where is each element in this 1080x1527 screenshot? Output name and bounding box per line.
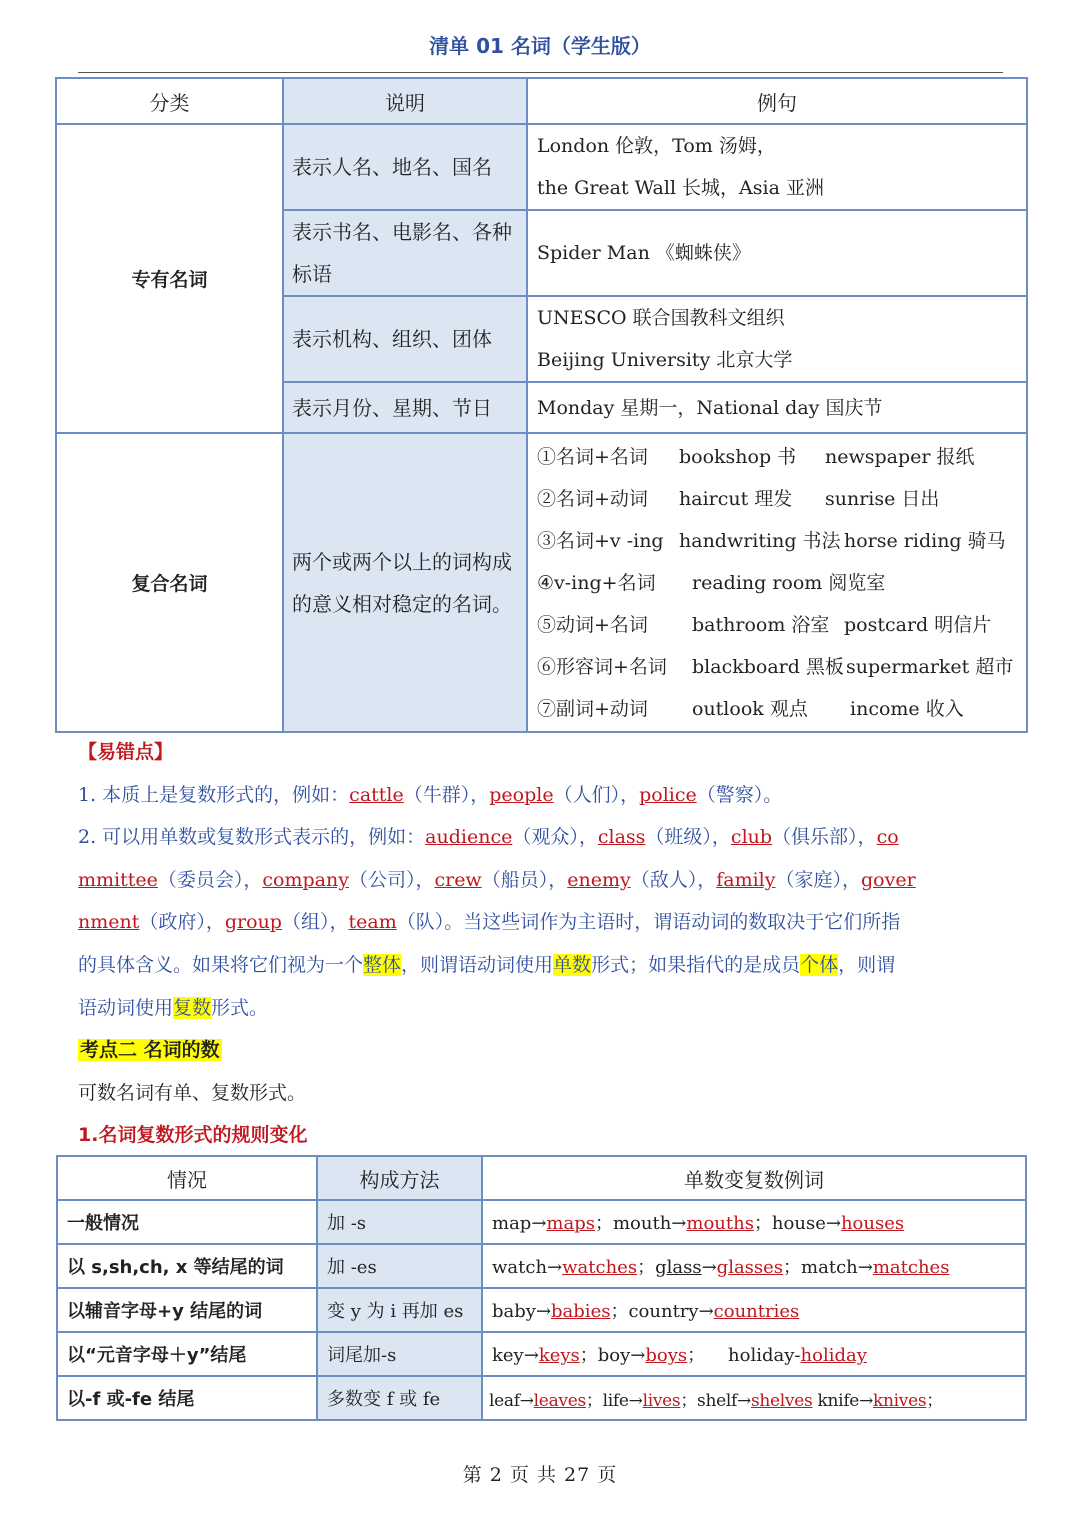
plural-word: houses bbox=[840, 1213, 905, 1234]
example-word: nment bbox=[78, 911, 140, 934]
compound-example: newspaper 报纸 bbox=[825, 445, 975, 468]
example-word: co bbox=[876, 826, 899, 849]
example-word: class bbox=[597, 826, 646, 849]
header-description: 说明 bbox=[283, 78, 527, 124]
example-word: cattle bbox=[349, 783, 404, 806]
method-cell: 词尾加-s bbox=[317, 1332, 482, 1376]
proper-desc-3: 表示机构、组织、团体 bbox=[283, 296, 527, 382]
plural-word: knives bbox=[873, 1390, 927, 1411]
header-category: 分类 bbox=[56, 78, 283, 124]
proper-desc-4: 表示月份、星期、节日 bbox=[283, 382, 527, 433]
gloss: （委员会）， bbox=[157, 868, 263, 891]
proper-example-2 bbox=[527, 210, 1027, 296]
error-point-2-line-2 bbox=[78, 859, 1008, 902]
title-divider bbox=[78, 72, 1003, 73]
situation-cell: 以 s,sh,ch, x 等结尾的词 bbox=[57, 1244, 317, 1288]
highlight-singular: 单数 bbox=[553, 953, 592, 976]
example-word: group bbox=[224, 911, 282, 934]
compound-row bbox=[537, 646, 1017, 688]
gloss: （家庭）， bbox=[775, 868, 861, 891]
example-word: enemy bbox=[567, 868, 631, 891]
section2-subheading: 1.名词复数形式的规则变化 bbox=[78, 1124, 308, 1147]
arrow: → bbox=[701, 1257, 717, 1278]
example-line: Monday 星期一，National day 国庆节 bbox=[537, 396, 883, 419]
examples-cell bbox=[482, 1200, 1026, 1244]
highlight-individual: 个体 bbox=[800, 953, 839, 976]
compound-rule: ②名词+动词 bbox=[537, 487, 648, 510]
example-word: gover bbox=[861, 868, 916, 891]
plural-word: leaves bbox=[533, 1390, 586, 1411]
examples-cell bbox=[482, 1332, 1026, 1376]
situation-cell: 以“元音字母＋y”结尾 bbox=[57, 1332, 317, 1376]
compound-example: haircut 理发 bbox=[679, 487, 793, 510]
method-cell: 加 -s bbox=[317, 1200, 482, 1244]
error-point-2-line-5 bbox=[78, 987, 1008, 1030]
singular-word: ；mouth→ bbox=[594, 1213, 687, 1234]
plural-word: glasses bbox=[716, 1257, 784, 1278]
singular-word: map→ bbox=[492, 1213, 547, 1234]
error-point-1 bbox=[78, 774, 1008, 817]
table-row bbox=[57, 1200, 1026, 1244]
method-cell: 多数变 f 或 fe bbox=[317, 1376, 482, 1420]
compound-row bbox=[537, 604, 1017, 646]
gloss: （俱乐部）， bbox=[772, 826, 877, 849]
compound-example: outlook 观点 bbox=[692, 697, 808, 720]
gloss: （船员）， bbox=[481, 868, 568, 891]
examples-cell bbox=[482, 1244, 1026, 1288]
header-method: 构成方法 bbox=[317, 1156, 482, 1200]
error-point-text: ，则谓语动词使用 bbox=[401, 953, 554, 976]
compound-example: sunrise 日出 bbox=[825, 487, 940, 510]
singular-word: key→ bbox=[492, 1345, 539, 1366]
plural-word: watches bbox=[562, 1257, 638, 1278]
compound-example: handwriting 书法 bbox=[679, 529, 841, 552]
table-row bbox=[57, 1376, 1026, 1420]
singular-word: baby→ bbox=[492, 1301, 552, 1322]
page-footer: 第 2 页 共 27 页 bbox=[462, 1464, 618, 1486]
compound-rule: ⑤动词+名词 bbox=[537, 613, 648, 636]
table-row bbox=[57, 1288, 1026, 1332]
example-line: Spider Man 《蜘蛛侠》 bbox=[537, 242, 751, 264]
singular-word: glass bbox=[655, 1257, 702, 1278]
example-line: London 伦敦，Tom 汤姆， bbox=[537, 135, 776, 157]
example-word: people bbox=[489, 783, 554, 806]
proper-example-1 bbox=[527, 124, 1027, 210]
compound-rule: ⑥形容词+名词 bbox=[537, 655, 667, 678]
error-heading: 【易错点】 bbox=[78, 741, 174, 763]
section2-heading: 考点二 名词的数 bbox=[80, 1039, 220, 1062]
singular-word: ；shelf→ bbox=[680, 1390, 751, 1411]
compound-rule: ③名词+v -ing bbox=[537, 529, 664, 552]
highlight-whole: 整体 bbox=[363, 953, 402, 976]
example-word: police bbox=[639, 783, 697, 806]
section2-heading-line bbox=[78, 1029, 1008, 1072]
header-examples: 单数变复数例词 bbox=[482, 1156, 1026, 1200]
highlight-plural: 复数 bbox=[173, 996, 212, 1019]
gloss: （组）， bbox=[281, 911, 349, 934]
section2-intro: 可数名词有单、复数形式。 bbox=[78, 1081, 307, 1104]
error-point-2-line-1 bbox=[78, 816, 1008, 859]
table-row bbox=[56, 124, 1027, 210]
plural-word: mouths bbox=[686, 1213, 754, 1234]
singular-word: leaf→ bbox=[489, 1390, 534, 1411]
situation-cell: 一般情况 bbox=[57, 1200, 317, 1244]
page-title: 清单 01 名词（学生版） bbox=[429, 34, 651, 58]
examples-cell bbox=[482, 1376, 1026, 1420]
gloss: （牛群）， bbox=[403, 783, 490, 806]
situation-cell: 以-f 或-fe 结尾 bbox=[57, 1376, 317, 1420]
gloss: （人们）， bbox=[553, 783, 640, 806]
examples-cell bbox=[482, 1288, 1026, 1332]
compound-row bbox=[537, 520, 1017, 562]
gloss: （班级）， bbox=[645, 826, 731, 849]
compound-row bbox=[537, 436, 1017, 478]
separator: ； bbox=[926, 1390, 943, 1411]
example-line: the Great Wall 长城，Asia 亚洲 bbox=[537, 177, 824, 199]
section2-subheading-line bbox=[78, 1114, 1008, 1157]
plural-word: boys bbox=[645, 1345, 688, 1366]
compound-row bbox=[537, 688, 1017, 730]
example-word: crew bbox=[434, 868, 482, 891]
compound-example: postcard 明信片 bbox=[844, 613, 992, 636]
compound-example: bookshop 书 bbox=[679, 445, 797, 468]
table-row bbox=[57, 1244, 1026, 1288]
proper-desc-1: 表示人名、地名、国名 bbox=[283, 124, 527, 210]
compound-row bbox=[537, 478, 1017, 520]
example-line: UNESCO 联合国教科文组织 bbox=[537, 307, 785, 329]
example-word: mmittee bbox=[78, 868, 158, 891]
gloss: （公司）， bbox=[348, 868, 435, 891]
method-cell: 加 -es bbox=[317, 1244, 482, 1288]
plural-word: shelves bbox=[750, 1390, 813, 1411]
singular-word: ；match→ bbox=[783, 1257, 873, 1278]
singular-word: watch→ bbox=[492, 1257, 563, 1278]
error-point-text: 形式；如果指代的是成员 bbox=[591, 953, 801, 976]
plural-word: holiday bbox=[800, 1345, 867, 1366]
compound-example: income 收入 bbox=[850, 697, 964, 720]
plural-word: lives bbox=[642, 1390, 681, 1411]
compound-desc: 两个或两个以上的词构成的意义相对稳定的名词。 bbox=[283, 433, 527, 732]
compound-examples bbox=[527, 433, 1027, 732]
plural-rules-table bbox=[56, 1155, 1027, 1421]
compound-row bbox=[537, 562, 1017, 604]
error-point-text: 1. 本质上是复数形式的，例如： bbox=[78, 783, 350, 806]
singular-word: ；country→ bbox=[610, 1301, 714, 1322]
method-cell: 变 y 为 i 再加 es bbox=[317, 1288, 482, 1332]
example-line: Beijing University 北京大学 bbox=[537, 349, 793, 371]
noun-category-table bbox=[55, 77, 1028, 733]
compound-example: bathroom 浴室 bbox=[692, 613, 830, 636]
category-proper-noun: 专有名词 bbox=[56, 124, 283, 433]
category-compound-noun: 复合名词 bbox=[56, 433, 283, 732]
error-point-2-line-3 bbox=[78, 901, 1008, 944]
error-point-text: 形式。 bbox=[211, 996, 269, 1019]
gloss: （警察）。 bbox=[696, 783, 783, 806]
plural-word: countries bbox=[713, 1301, 800, 1322]
separator: ； bbox=[637, 1257, 656, 1278]
example-word: club bbox=[730, 826, 773, 849]
singular-word: ；boy→ bbox=[579, 1345, 646, 1366]
gloss: （政府）， bbox=[139, 911, 225, 934]
error-points-section bbox=[78, 731, 1008, 1157]
header-example: 例句 bbox=[527, 78, 1027, 124]
singular-word: ；life→ bbox=[585, 1390, 643, 1411]
error-point-2-line-4 bbox=[78, 944, 1008, 987]
singular-word: knife→ bbox=[812, 1390, 874, 1411]
gloss: （队）。 bbox=[396, 911, 464, 934]
singular-word: ；house→ bbox=[753, 1213, 841, 1234]
example-word: audience bbox=[425, 826, 513, 849]
gloss: （敌人）， bbox=[630, 868, 717, 891]
error-point-text: 的具体含义。如果将它们视为一个 bbox=[78, 953, 364, 976]
compound-rule: ①名词+名词 bbox=[537, 445, 648, 468]
error-point-text: 语动词使用 bbox=[78, 996, 174, 1019]
table-header-row bbox=[57, 1156, 1026, 1200]
error-point-text: 当这些词作为主语时，谓语动词的数取决于它们所指 bbox=[463, 911, 901, 934]
error-point-text: ，则谓 bbox=[838, 953, 896, 976]
proper-desc-2: 表示书名、电影名、各种标语 bbox=[283, 210, 527, 296]
plural-word: babies bbox=[551, 1301, 611, 1322]
example-word: company bbox=[262, 868, 349, 891]
compound-example: reading room 阅览室 bbox=[692, 571, 886, 594]
table-row bbox=[56, 433, 1027, 732]
table-header-row bbox=[56, 78, 1027, 124]
situation-cell: 以辅音字母+y 结尾的词 bbox=[57, 1288, 317, 1332]
error-point-text: 2. 可以用单数或复数形式表示的，例如： bbox=[78, 826, 426, 849]
proper-example-3 bbox=[527, 296, 1027, 382]
table-row bbox=[57, 1332, 1026, 1376]
singular-word: ； holiday- bbox=[687, 1345, 801, 1366]
error-heading-line bbox=[78, 731, 1008, 774]
compound-example: horse riding 骑马 bbox=[844, 529, 1006, 552]
header-situation: 情况 bbox=[57, 1156, 317, 1200]
gloss: （观众）， bbox=[512, 826, 598, 849]
compound-rule: ④v-ing+名词 bbox=[537, 571, 656, 594]
compound-example: supermarket 超市 bbox=[846, 655, 1014, 678]
compound-example: blackboard 黑板 bbox=[692, 655, 844, 678]
proper-example-4 bbox=[527, 382, 1027, 433]
plural-word: matches bbox=[872, 1257, 950, 1278]
plural-word: keys bbox=[538, 1345, 580, 1366]
plural-word: maps bbox=[546, 1213, 595, 1234]
example-word: family bbox=[716, 868, 776, 891]
compound-rule: ⑦副词+动词 bbox=[537, 697, 648, 720]
example-word: team bbox=[348, 911, 397, 934]
